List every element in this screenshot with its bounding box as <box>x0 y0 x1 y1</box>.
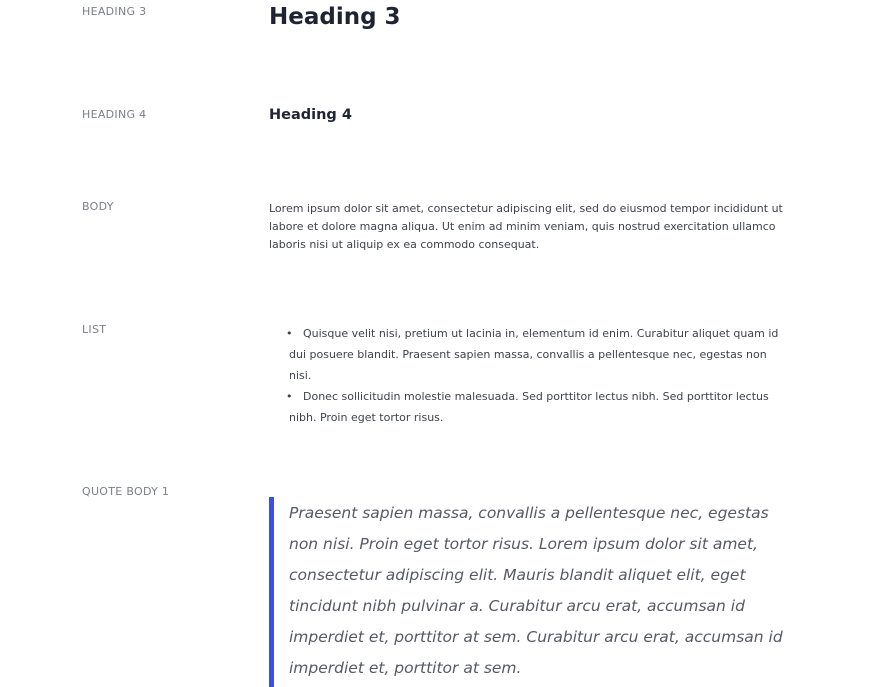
label-quote-body-1: QUOTE BODY 1 <box>82 485 170 498</box>
list-sample <box>286 323 789 428</box>
heading-4-sample: Heading 4 <box>269 107 352 123</box>
quote-block <box>269 497 799 687</box>
list-item: • Quisque velit nisi, pretium ut lacinia in, elementum id enim. Curabitur aliquet quam id dui posuere blandit. Praesent sapien massa, convallis a pellentesque nec, egestas non nisi. <box>289 323 789 386</box>
list-item: • Donec sollicitudin molestie malesuada. Sed porttitor lectus nibh. Sed porttitor lectus nibh. Proin eget tortor risus. <box>289 386 789 428</box>
bullet-icon: • <box>286 327 293 340</box>
label-body: BODY <box>82 200 114 213</box>
label-heading-4: HEADING 4 <box>82 108 147 121</box>
bullet-icon: • <box>286 390 293 403</box>
label-heading-3: HEADING 3 <box>82 5 147 18</box>
body-sample: Lorem ipsum dolor sit amet, consectetur adipiscing elit, sed do eiusmod tempor incididunt ut labore et dolore magna aliqua. Ut enim ad minim veniam, quis nostrud exercitation ullamco laboris nisi ut aliquip ex ea commodo consequat. <box>269 202 783 251</box>
quote-text: Praesent sapien massa, convallis a pellentesque nec, egestas non nisi. Proin eget tortor risus. Lorem ipsum dolor sit amet, consectetur adipiscing elit. Mauris blandit aliquet elit, eget tincidunt nibh pulvinar a. Curabitur arcu erat, accumsan id imperdiet et, porttitor at sem. Curabitur arcu erat, accumsan id imperdiet et, porttitor at sem. <box>289 504 783 677</box>
heading-3-sample: Heading 3 <box>269 4 401 30</box>
label-list: LIST <box>82 323 107 336</box>
